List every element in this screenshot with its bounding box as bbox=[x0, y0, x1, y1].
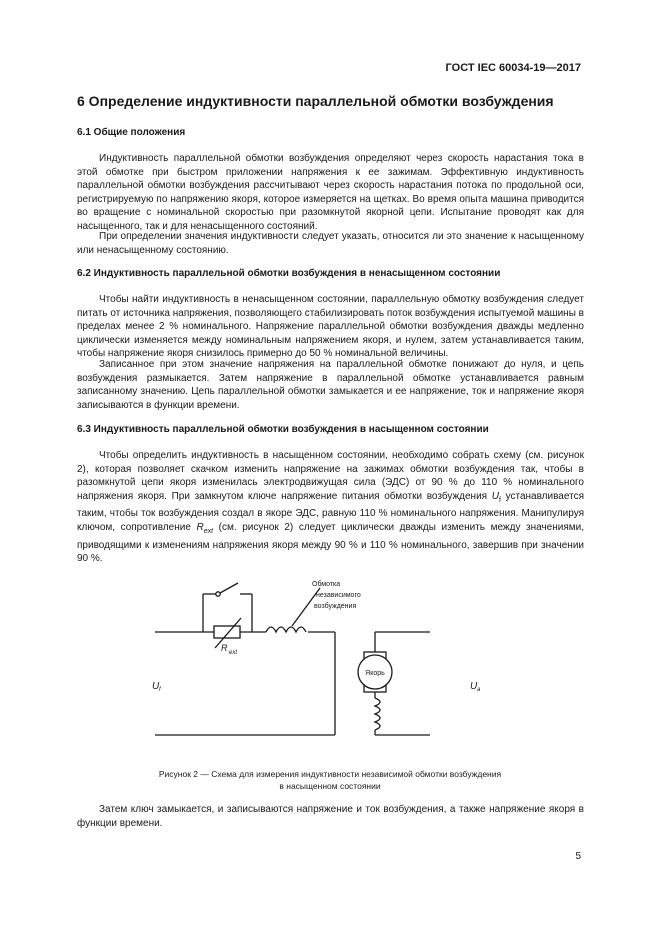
subsection-6-1-title: 6.1 Общие положения bbox=[77, 127, 186, 138]
uf-label-sub: f bbox=[159, 687, 161, 693]
ua-label: U bbox=[470, 681, 478, 692]
paragraph-6-1-2: При определении значения индуктивности следует указать, относится ли это значение к насыщенному или ненасыщенному состоянию. bbox=[77, 231, 584, 256]
winding-label-line2: независимого bbox=[316, 592, 361, 599]
armature-coil bbox=[375, 698, 380, 730]
subsection-6-3-title: 6.3 Индуктивность параллельной обмотки возбуждения в насыщенном состоянии bbox=[77, 424, 489, 435]
switch-blade bbox=[220, 583, 238, 593]
page-number: 5 bbox=[575, 851, 581, 862]
closing-paragraph: Затем ключ замыкается, и записываются напряжение и ток возбуждения, а также напряжение якоря в функции времени. bbox=[77, 804, 584, 829]
armature-label: Якорь bbox=[365, 670, 385, 677]
section-title: 6 Определение индуктивности параллельной обмотки возбуждения bbox=[77, 93, 554, 109]
paragraph-6-3-1: Чтобы определить индуктивность в насыщенном состоянии, необходимо собрать схему (см. рисунок 2), которая позволяет скачком изменить напряжение на зажимах обмотки возбуждения так, чтобы в разомкнутой цепи якоря изменилась электродвижущая сила (ЭДС) от 90 % до 110 % номинального напряжения якоря. При замкнутом ключе напряжение питания обмотки возбуждения $U_f$ устанавливается таким, чтобы ток возбуждения создал в якоре ЭДС, равную 110 % номинального напряжения. Манипулируя ключом, сопротивление $R_{ext}$ (см. рисунок 2) следует циклически дважды изменить между значениями, приводящими к изменениям напряжения якоря между 90 % и 110 % номинального, завершив при значении 90 %. bbox=[77, 450, 584, 565]
resistor-rext bbox=[214, 626, 240, 638]
ua-label-sub: a bbox=[477, 687, 481, 693]
paragraph-6-1-1: Индуктивность параллельной обмотки возбуждения определяют через скорость нарастания тока в этой обмотке при быстром приложении напряжения к ее зажимам. Эффективную индуктивность параллельной обмотки возбуждения рассчитывают через скорость нарастания потока по продольной оси, регистрируемую по напряжению якоря, которое измеряется на щетках. Во время опыта машина приводится во вращение с номинальной скоростью при разомкнутой якорной цепи. Испытание проводят как для насыщенного, так и для ненасыщенного состояний. bbox=[77, 153, 584, 232]
standard-header: ГОСТ IEC 60034-19—2017 bbox=[445, 62, 581, 74]
variable-arrow-line bbox=[215, 618, 241, 648]
switch-contact bbox=[216, 592, 220, 596]
rext-label-sub: ext bbox=[229, 650, 238, 656]
field-coil bbox=[266, 627, 306, 632]
winding-label-line3: возбуждения bbox=[314, 603, 357, 610]
paragraph-6-2-1: Чтобы найти индуктивность в ненасыщенном состоянии, параллельную обмотку возбуждения следует питать от источника напряжения, позволяющего стабилизировать поток возбуждения испытуемой машины в пределах менее 2 % номинального. Напряжение параллельной обмотки возбуждения дважды медленно циклически изменяется между номинальным напряжением якоря, и нулем, затем устанавливается таким, чтобы напряжение якоря снизилось примерно до 50 % номинальной величины. bbox=[77, 294, 584, 360]
winding-label-line1: Обмотка bbox=[312, 581, 341, 588]
paragraph-6-2-2: Записанное при этом значение напряжения на параллельной обмотке понижают до нуля, и цепь возбуждения размыкается. Затем напряжение в параллельной обмотке устанавливается равным записанному значению. Цепь параллельной обмотки замыкается и ее напряжение, ток и напряжение якоря записываются в функции времени. bbox=[77, 359, 584, 411]
figure-caption bbox=[80, 768, 580, 792]
subsection-6-2-title: 6.2 Индуктивность параллельной обмотки возбуждения в ненасыщенном состоянии bbox=[77, 268, 501, 279]
uf-label: U bbox=[152, 681, 160, 692]
figure-caption-line1: Рисунок 2 — Схема для измерения индуктивности независимой обмотки возбуждения bbox=[158, 769, 502, 779]
rext-label: R bbox=[221, 643, 228, 653]
figure-caption-line2: в насыщенном состоянии bbox=[279, 781, 381, 791]
